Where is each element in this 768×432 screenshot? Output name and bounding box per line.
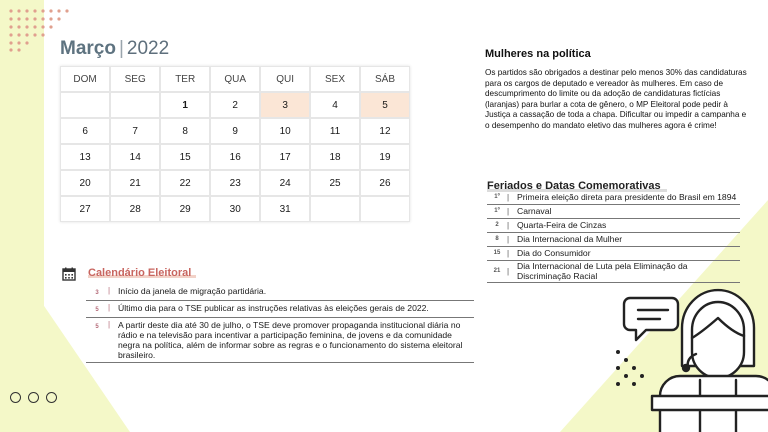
mulheres-text: Os partidos são obrigados a destinar pelo menos 30% das candidaturas para os cargos de deputado e vereador às mulheres. Em caso de descumprimento do limite ou da adoção de candidaturas fictícias (laranjas) para burlar a cota de gênero, o MP Eleitoral pode pedir à Justiça a cassação de toda a chapa. Dificultar ou impedir a campanha e o desempenho do mandato eletivo das mulheres agora é crime! bbox=[485, 68, 747, 130]
eleitoral-item bbox=[86, 301, 474, 318]
eleitoral-item-text: Último dia para o TSE publicar as instruções relativas às eleições gerais de 2022. bbox=[118, 303, 429, 313]
decorative-circles bbox=[10, 390, 64, 408]
calendar-day: 30 bbox=[210, 196, 260, 222]
calendar-day: 19 bbox=[360, 144, 410, 170]
calendar-day: 27 bbox=[60, 196, 110, 222]
calendar-empty-cell bbox=[360, 196, 410, 222]
feriado-item-day: 1º bbox=[494, 193, 500, 200]
feriado-item bbox=[487, 191, 740, 205]
calendar-week-row bbox=[60, 144, 410, 170]
feriado-item-day: 8 bbox=[495, 235, 499, 242]
calendar-day: 2 bbox=[210, 92, 260, 118]
calendar-empty-cell bbox=[60, 92, 110, 118]
calendar-empty-cell bbox=[110, 92, 160, 118]
item-separator: | bbox=[507, 206, 510, 216]
calendar-day: 4 bbox=[310, 92, 360, 118]
item-separator: | bbox=[507, 248, 510, 258]
calendar-day: 28 bbox=[110, 196, 160, 222]
calendar-day: 10 bbox=[260, 118, 310, 144]
weekday-header: TER bbox=[160, 66, 210, 92]
calendario-eleitoral-list bbox=[86, 284, 474, 363]
calendar-day: 6 bbox=[60, 118, 110, 144]
item-separator: | bbox=[507, 234, 510, 244]
feriado-item-text: Primeira eleição direta para presidente do Brasil em 1894 bbox=[517, 191, 737, 202]
feriado-item-day: 2 bbox=[495, 221, 499, 228]
eleitoral-item-text: A partir deste dia até 30 de julho, o TSE deve promover propaganda institucional diária no rádio e na televisão para incentivar a participação feminina, de jovens e da comunidade negra na política, além de informar sobre as regras e o funcionamento do sistema eleitoral brasileiro. bbox=[118, 320, 463, 360]
eleitoral-item bbox=[86, 284, 474, 301]
calendar-day: 11 bbox=[310, 118, 360, 144]
calendar-week-row bbox=[60, 118, 410, 144]
feriado-item bbox=[487, 219, 740, 233]
calendar-day: 7 bbox=[110, 118, 160, 144]
calendar-day: 24 bbox=[260, 170, 310, 196]
item-separator: | bbox=[108, 320, 111, 329]
weekday-header: SEX bbox=[310, 66, 360, 92]
circle-2 bbox=[28, 392, 39, 403]
eleitoral-item-day: 3 bbox=[95, 290, 99, 296]
calendar-day: 31 bbox=[260, 196, 310, 222]
calendar-day: 21 bbox=[110, 170, 160, 196]
calendar-day: 12 bbox=[360, 118, 410, 144]
eleitoral-item-day: 5 bbox=[95, 307, 99, 313]
feriado-item bbox=[487, 247, 740, 261]
calendar-day: 20 bbox=[60, 170, 110, 196]
calendar-day: 29 bbox=[160, 196, 210, 222]
calendar-empty-cell bbox=[310, 196, 360, 222]
feriado-item-day: 1º bbox=[494, 207, 500, 214]
eleitoral-item-day: 5 bbox=[95, 324, 99, 330]
calendar-day: 26 bbox=[360, 170, 410, 196]
item-separator: | bbox=[108, 286, 111, 295]
calendar-day: 3 bbox=[260, 92, 310, 118]
calendar-day: 23 bbox=[210, 170, 260, 196]
woman-speaking-illustration bbox=[600, 268, 768, 432]
calendar-week-row bbox=[60, 196, 410, 222]
calendar-weekday-row bbox=[60, 66, 410, 92]
item-separator: | bbox=[507, 266, 510, 276]
feriado-item-text: Dia Internacional de Luta pela Eliminação da Discriminação Racial bbox=[517, 261, 688, 281]
calendar-day: 16 bbox=[210, 144, 260, 170]
feriado-item-text: Dia Internacional da Mulher bbox=[517, 233, 623, 244]
mulheres-title: Mulheres na política bbox=[485, 48, 591, 60]
feriado-item-text: Carnaval bbox=[517, 205, 552, 216]
eleitoral-item-text: Início da janela de migração partidária. bbox=[118, 286, 267, 296]
calendar-week-row bbox=[60, 170, 410, 196]
item-separator: | bbox=[507, 192, 510, 202]
calendar-week-row bbox=[60, 92, 410, 118]
weekday-header: QUI bbox=[260, 66, 310, 92]
feriado-item-day: 15 bbox=[493, 249, 501, 256]
item-separator: | bbox=[108, 303, 111, 312]
calendario-eleitoral-title: Calendário Eleitoral bbox=[88, 267, 196, 278]
circle-1 bbox=[10, 392, 21, 403]
feriado-item-text: Dia do Consumidor bbox=[517, 247, 591, 258]
weekday-header: DOM bbox=[60, 66, 110, 92]
feriado-item bbox=[487, 205, 740, 219]
feriado-item-text: Quarta-Feira de Cinzas bbox=[517, 219, 607, 230]
weekday-header: SÁB bbox=[360, 66, 410, 92]
calendar-day: 13 bbox=[60, 144, 110, 170]
item-separator: | bbox=[507, 220, 510, 230]
feriado-item bbox=[487, 233, 740, 247]
circle-3 bbox=[46, 392, 57, 403]
calendar-day: 15 bbox=[160, 144, 210, 170]
eleitoral-item bbox=[86, 318, 474, 363]
calendar-grid bbox=[60, 66, 410, 222]
month-year: 2022 bbox=[126, 38, 170, 59]
calendar-icon bbox=[62, 267, 76, 281]
weekday-header: QUA bbox=[210, 66, 260, 92]
calendar-day: 1 bbox=[160, 92, 210, 118]
weekday-header: SEG bbox=[110, 66, 160, 92]
calendar-day: 9 bbox=[210, 118, 260, 144]
calendar-day: 8 bbox=[160, 118, 210, 144]
calendar-day: 5 bbox=[360, 92, 410, 118]
feriados-title: Feriados e Datas Comemorativas bbox=[487, 180, 667, 192]
calendar-day: 22 bbox=[160, 170, 210, 196]
calendar-day: 14 bbox=[110, 144, 160, 170]
calendar-day: 18 bbox=[310, 144, 360, 170]
calendar-day: 17 bbox=[260, 144, 310, 170]
calendar-day: 25 bbox=[310, 170, 360, 196]
month-title: Março | 2022 bbox=[60, 38, 170, 59]
feriado-item-day: 21 bbox=[493, 267, 501, 274]
month-name: Março bbox=[60, 38, 116, 59]
